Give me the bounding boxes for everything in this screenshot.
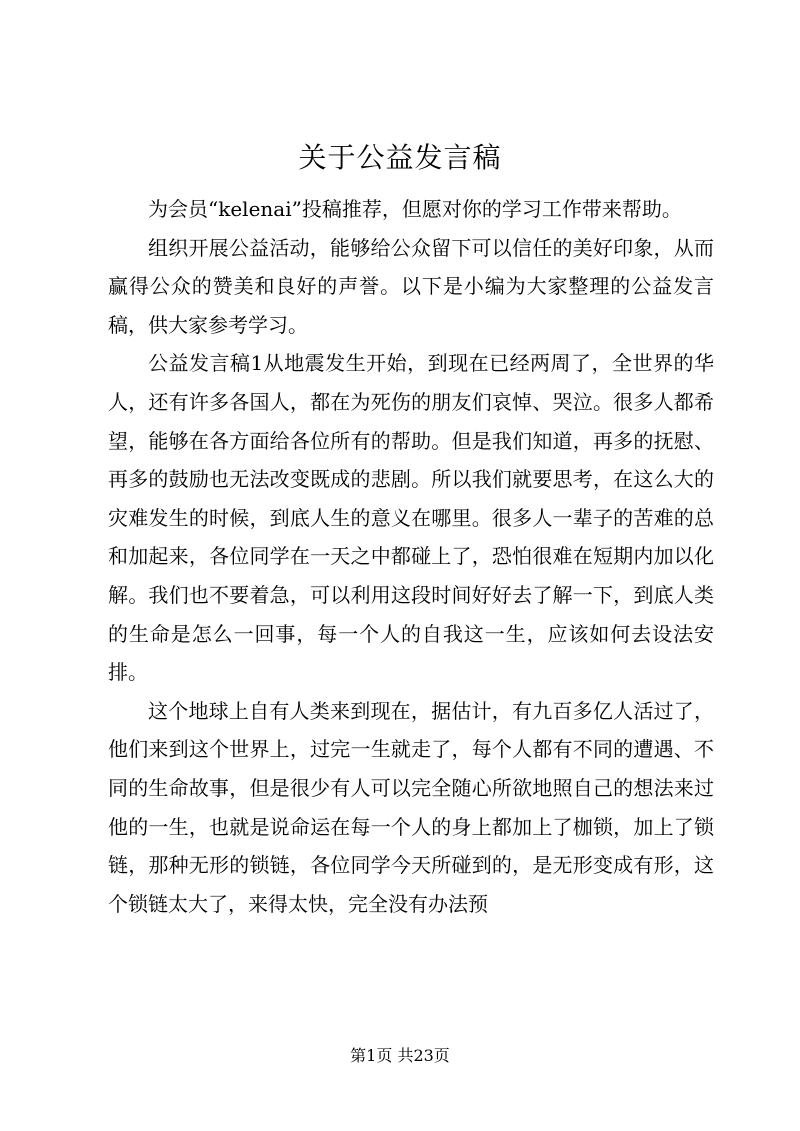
paragraph-speech-1: 公益发言稿1从地震发生开始，到现在已经两周了，全世界的华人，还有许多各国人，都在为死伤的朋友们哀悼、哭泣。很多人都希望，能够在各方面给各位所有的帮助。但是我们知道，再多的抚慰、再多的鼓励也无法改变既成的悲剧。所以我们就要思考，在这么大的灾难发生的时候，到底人生的意义在哪里。很多人一辈子的苦难的总和加起来，各位同学在一天之中都碰上了，恐怕很难在短期内加以化解。我们也不要着急，可以利用这段时间好好去了解一下，到底人类的生命是怎么一回事，每一个人的自我这一生，应该如何去设法安排。 [108, 351, 714, 685]
paragraph-introduction: 组织开展公益活动，能够给公众留下可以信任的美好印象，从而赢得公众的赞美和良好的声誉。以下是小编为大家整理的公益发言稿，供大家参考学习。 [108, 235, 714, 337]
paragraph-speech-continued: 这个地球上自有人类来到现在，据估计，有九百多亿人活过了，他们来到这个世界上，过完一生就走了，每个人都有不同的遭遇、不同的生命故事，但是很少有人可以完全随心所欲地照自己的想法来过他的一生，也就是说命运在每一个人的身上都加上了枷锁，加上了锁链，那种无形的锁链，各位同学今天所碰到的，是无形变成有形，这个锁链太大了，来得太快，完全没有办法预 [108, 698, 714, 916]
document-title: 关于公益发言稿 [298, 141, 502, 174]
paragraph-recommendation: 为会员“kelenai”投稿推荐，但愿对你的学习工作带来帮助。 [148, 197, 682, 221]
document-body [108, 190, 714, 923]
page-number-footer: 第1页 共23页 [350, 1046, 450, 1065]
